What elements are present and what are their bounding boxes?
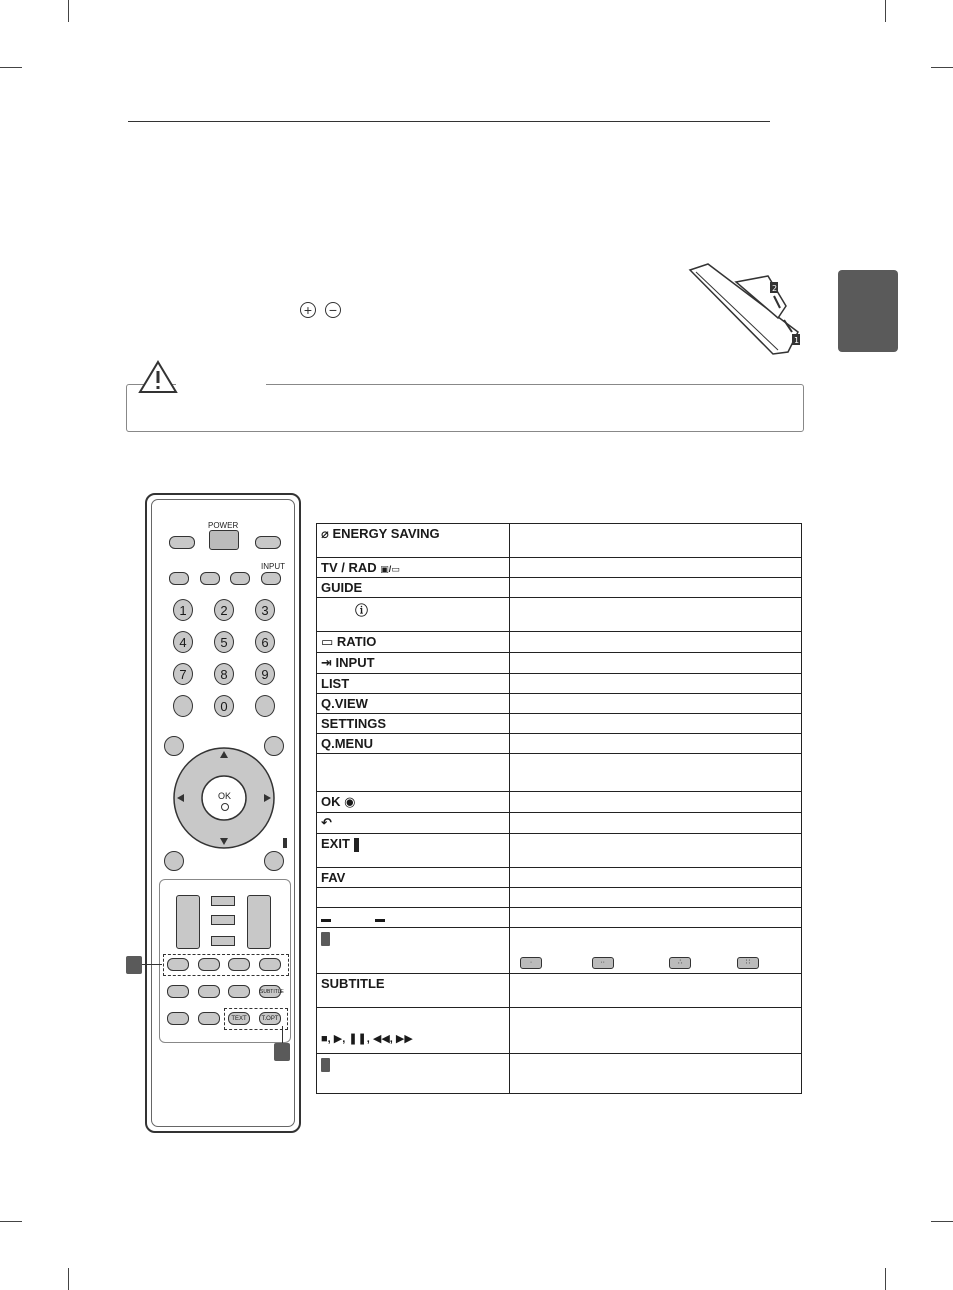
table-row: [317, 632, 802, 653]
key-cell: [317, 632, 510, 653]
crop-mark: [885, 0, 886, 22]
key-label: LIST: [321, 676, 350, 691]
key-cell: [317, 888, 510, 908]
subtitle-button[interactable]: SUBTITLE: [259, 985, 281, 998]
key-cell: [317, 1008, 510, 1054]
desc-cell: [510, 754, 802, 792]
text-button[interactable]: TEXT: [228, 1012, 250, 1025]
callout-marker: [126, 956, 142, 974]
remote-control: [145, 493, 301, 1133]
key-label: ENERGY SAVING: [332, 526, 440, 541]
callout-icon: [321, 932, 330, 946]
key-label: Q.VIEW: [321, 696, 368, 711]
key-label: FAV: [321, 870, 346, 885]
desc-cell: [510, 524, 802, 558]
table-row: [317, 1008, 802, 1054]
key-label: OK: [321, 794, 341, 809]
power-button[interactable]: [209, 530, 239, 550]
exit-icon: [354, 838, 359, 852]
rewind-button[interactable]: [167, 1012, 189, 1025]
desc-cell: [510, 734, 802, 754]
page-up-icon: ▬: [375, 914, 385, 925]
key-cell: [317, 714, 510, 734]
tv-radio-icon: ▣/▭: [380, 564, 400, 574]
topt-button[interactable]: T.OPT: [259, 1012, 281, 1025]
crop-mark: [885, 1268, 886, 1290]
table-row: [317, 694, 802, 714]
desc-cell: [510, 792, 802, 813]
table-row: [317, 714, 802, 734]
table-row: [317, 653, 802, 674]
desc-cell: [510, 908, 802, 928]
desc-cell: [510, 598, 802, 632]
key-label: Q.MENU: [321, 736, 373, 751]
desc-cell: [510, 974, 802, 1008]
guide-button[interactable]: [169, 572, 189, 585]
key-cell: [317, 754, 510, 792]
info-icon: ⓘ: [355, 603, 369, 618]
crop-mark: [0, 67, 22, 68]
key-cell: [317, 694, 510, 714]
table-row: [317, 578, 802, 598]
ok-button[interactable]: [221, 803, 229, 811]
desc-cell: [510, 694, 802, 714]
desc-cell: [510, 632, 802, 653]
chapter-tab: [838, 270, 898, 352]
table-row: [317, 868, 802, 888]
desc-cell: [510, 888, 802, 908]
back-icon: ↶: [321, 815, 332, 830]
key-cell: [317, 734, 510, 754]
number-button[interactable]: 5: [214, 631, 234, 653]
table-row: [317, 674, 802, 694]
table-row: [317, 888, 802, 908]
desc-cell: [510, 653, 802, 674]
tv-radio-button[interactable]: [255, 536, 281, 549]
desc-cell: [510, 834, 802, 868]
info-button[interactable]: [200, 572, 220, 585]
number-button[interactable]: 7: [173, 663, 193, 685]
ok-icon: ◉: [344, 794, 356, 809]
key-label: EXIT: [321, 836, 350, 851]
yellow-key-icon: ∴: [669, 957, 691, 969]
callout-leader: [142, 964, 162, 965]
desc-cell: [510, 868, 802, 888]
play-button[interactable]: [198, 985, 220, 998]
table-row: [317, 734, 802, 754]
power-label: POWER: [208, 521, 239, 530]
key-cell: [317, 578, 510, 598]
crop-mark: [68, 1268, 69, 1290]
table-row: [317, 834, 802, 868]
volume-rocker[interactable]: [176, 895, 200, 949]
key-cell: [317, 524, 510, 558]
table-row: [317, 908, 802, 928]
qview-button[interactable]: [255, 695, 275, 717]
blue-key-icon: ∷: [737, 957, 759, 969]
key-label: TV / RAD: [321, 560, 377, 575]
key-cell: [317, 674, 510, 694]
key-cell: [317, 792, 510, 813]
table-row: [317, 598, 802, 632]
red-button[interactable]: [167, 958, 189, 971]
mute-x-button[interactable]: [211, 936, 235, 946]
key-label: SUBTITLE: [321, 976, 385, 991]
green-button[interactable]: [198, 958, 220, 971]
ok-label: OK: [218, 791, 232, 801]
minus-polarity-icon: −: [325, 302, 341, 318]
exit-icon: [283, 838, 287, 848]
key-cell: [317, 834, 510, 868]
stop-button[interactable]: [167, 985, 189, 998]
table-row: [317, 928, 802, 974]
blue-button[interactable]: [259, 958, 281, 971]
key-cell: [317, 928, 510, 974]
desc-cell: [510, 674, 802, 694]
caution-gap: [176, 380, 266, 388]
table-row: [317, 1054, 802, 1094]
number-button[interactable]: 8: [214, 663, 234, 685]
input-label: INPUT: [261, 562, 285, 571]
key-cell: [317, 598, 510, 632]
key-label: GUIDE: [321, 580, 363, 595]
key-cell: [317, 908, 510, 928]
fastforward-button[interactable]: [198, 1012, 220, 1025]
key-cell: [317, 1054, 510, 1094]
table-row: [317, 754, 802, 792]
svg-text:2: 2: [772, 284, 778, 293]
desc-cell: [510, 1008, 802, 1054]
desc-cell: [510, 928, 802, 974]
number-button[interactable]: 9: [255, 663, 275, 685]
table-row: [317, 558, 802, 578]
header-rule: [128, 121, 770, 122]
key-cell: [317, 974, 510, 1008]
yellow-button[interactable]: [228, 958, 250, 971]
crop-mark: [931, 1221, 953, 1222]
program-rocker[interactable]: [247, 895, 271, 949]
desc-cell: [510, 714, 802, 734]
number-button[interactable]: 0: [214, 695, 234, 717]
fav-button[interactable]: [264, 851, 284, 871]
table-row: [317, 813, 802, 834]
key-label: SETTINGS: [321, 716, 387, 731]
plus-polarity-icon: +: [300, 302, 316, 318]
desc-cell: [510, 558, 802, 578]
callout-icon: [321, 1058, 330, 1072]
table-row: [317, 974, 802, 1008]
crop-mark: [68, 0, 69, 22]
crop-mark: [0, 1221, 22, 1222]
battery-cover-illustration: [688, 262, 808, 358]
number-button[interactable]: 2: [214, 599, 234, 621]
pause-button[interactable]: [228, 985, 250, 998]
playback-icons: ■, ▶, ❚❚, ◀◀, ▶▶: [321, 1033, 413, 1045]
callout-marker: [274, 1043, 290, 1061]
crop-mark: [931, 67, 953, 68]
key-cell: [317, 813, 510, 834]
desc-cell: [510, 1054, 802, 1094]
eco-icon: ⌀: [321, 526, 333, 541]
ptype-button[interactable]: [211, 915, 235, 925]
number-button[interactable]: 4: [173, 631, 193, 653]
key-cell: [317, 868, 510, 888]
caution-box: [126, 384, 804, 432]
remote-keys-table: [316, 523, 802, 1094]
key-label: RATIO: [336, 634, 377, 649]
mute-button[interactable]: [211, 896, 235, 906]
svg-text:1: 1: [794, 336, 800, 345]
key-cell: [317, 558, 510, 578]
number-button[interactable]: 3: [255, 599, 275, 621]
red-key-icon: ·: [520, 957, 542, 969]
number-button[interactable]: 1: [173, 599, 193, 621]
key-label: INPUT: [335, 655, 375, 670]
input-icon: ⇥: [321, 655, 332, 670]
ratio-button[interactable]: [230, 572, 250, 585]
input-button[interactable]: [261, 572, 281, 585]
green-key-icon: ··: [592, 957, 614, 969]
table-row: [317, 524, 802, 558]
list-button[interactable]: [173, 695, 193, 717]
page-down-icon: ▬: [321, 914, 331, 925]
desc-cell: [510, 813, 802, 834]
ratio-icon: ▭: [321, 634, 334, 649]
callout-leader: [282, 1026, 283, 1043]
energy-saving-button[interactable]: [169, 536, 195, 549]
number-button[interactable]: 6: [255, 631, 275, 653]
warning-icon: [138, 360, 178, 394]
back-button[interactable]: [164, 851, 184, 871]
desc-cell: [510, 578, 802, 598]
key-cell: [317, 653, 510, 674]
table-row: [317, 792, 802, 813]
